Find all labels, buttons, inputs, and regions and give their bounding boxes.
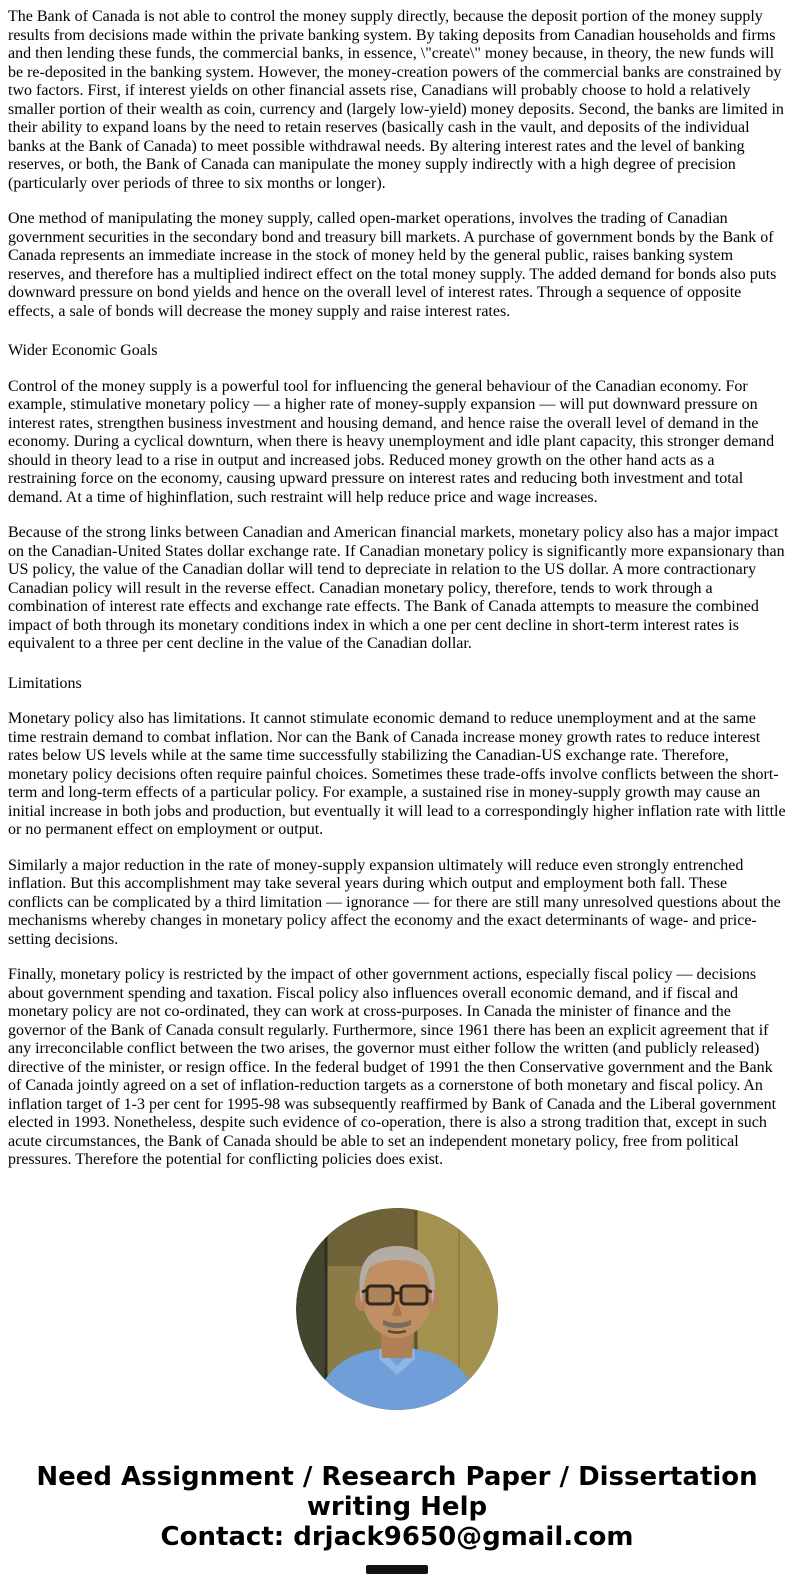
section-heading-limitations: Limitations	[8, 674, 82, 692]
tutor-photo-frame	[296, 1208, 498, 1410]
promo-heading: Need Assignment / Research Paper / Dissertation writing Help	[36, 1461, 758, 1522]
promo-contact-email: Contact: drjack9650@gmail.com	[160, 1521, 634, 1552]
paragraph-money-supply-control: The Bank of Canada is not able to control the money supply directly, because the deposit portion of the money supply results from decisions made within the private banking system. By taking deposits from Canadian households and firms and then lending these funds, the commercial banks, in essence, \"create\" money because, in theory, the new funds will be re-deposited in the banking system. However, the money-creation powers of the commercial banks are constrained by two factors. First, if interest yields on other financial assets rise, Canadians will probably choose to hold a relatively smaller portion of their wealth as coin, currency and (largely low-yield) money deposits. Second, the banks are limited in their ability to expand loans by the need to retain reserves (basically cash in the vault, and deposits of the individual banks at the Bank of Canada) to meet possible withdrawal needs. By altering interest rates and the level of banking reserves, or both, the Bank of Canada can manipulate the money supply indirectly with a high degree of precision (particularly over periods of three to six months or longer).	[8, 8, 784, 192]
promo-block	[12, 1462, 782, 1552]
tutor-portrait-photo	[296, 1208, 498, 1410]
paragraph-exchange-rate: Because of the strong links between Canadian and American financial markets, monetary policy also has a major impact on the Canadian-United States dollar exchange rate. If Canadian monetary policy is significantly more expansionary than US policy, the value of the Canadian dollar will tend to depreciate in relation to the US dollar. A more contractionary Canadian policy will result in the reverse effect. Canadian monetary policy, therefore, tends to work through a combination of interest rate effects and exchange rate effects. The Bank of Canada attempts to measure the combined impact of both through its monetary conditions index in which a one per cent decline in short-term interest rates is equivalent to a three per cent decline in the value of the Canadian dollar.	[8, 524, 785, 652]
paragraph-money-supply-tool: Control of the money supply is a powerful tool for influencing the general behaviour of the Canadian economy. For example, stimulative monetary policy — a higher rate of money-supply expansion — will put downward pressure on interest rates, strengthen business investment and housing demand, and hence raise the overall level of demand in the economy. During a cyclical downturn, when there is heavy unemployment and idle plant capacity, this stronger demand should in theory lead to a rise in output and increased jobs. Reduced money growth on the other hand acts as a restraining force on the economy, causing upward pressure on interest rates and reducing both investment and total demand. At a time of highinflation, such restraint will help reduce price and wage increases.	[8, 377, 775, 506]
paragraph-fiscal-policy: Finally, monetary policy is restricted by the impact of other government actions, especially fiscal policy — decisions about government spending and taxation. Fiscal policy also influences overall economic demand, and if fiscal and monetary policy are not co-ordinated, they can work at cross-purposes. In Canada the minister of finance and the governor of the Bank of Canada consult regularly. Furthermore, since 1961 there has been an explicit agreement that if any irreconcilable conflict between the two arises, the governor must either follow the written (and publicly released) directive of the minister, or resign office. In the federal budget of 1991 the then Conservative government and the Bank of Canada jointly agreed on a set of inflation-reduction targets as a cornerstone of both monetary and fiscal policy. An inflation target of 1-3 per cent for 1995-98 was subsequently reaffirmed by Bank of Canada and the Liberal government elected in 1993. Nonetheless, despite such evidence of co-operation, there is also a strong tradition that, except in such acute circumstances, the Bank of Canada should be able to set an independent monetary policy, free from political pressures. Therefore the potential for conflicting policies does exist.	[8, 966, 777, 1168]
paragraph-policy-limitations: Monetary policy also has limitations. It cannot stimulate economic demand to reduce unemployment and at the same time restrain demand to combat inflation. Nor can the Bank of Canada increase money growth rates to reduce interest rates below US levels while at the same time successfully stabilizing the Canadian-US exchange rate. Therefore, monetary policy decisions often require painful choices. Sometimes these trade-offs involve conflicts between the short-term and long-term effects of a particular policy. For example, a sustained rise in money-supply growth may cause an initial increase in both jobs and production, but eventually it will lead to a correspondingly higher inflation rate with little or no permanent effect on employment or output.	[8, 710, 786, 838]
paragraph-inflation-reduction: Similarly a major reduction in the rate of money-supply expansion ultimately will reduce even strongly entrenched inflation. But this accomplishment may take several years during which output and employment both fall. These conflicts can be complicated by a third limitation — ignorance — for there are still many unresolved questions about the mechanisms whereby changes in monetary policy affect the economy and the exact determinants of wage- and price-setting decisions.	[8, 856, 781, 948]
bottom-bar	[366, 1565, 428, 1574]
paragraph-open-market-operations: One method of manipulating the money supply, called open-market operations, involves the trading of Canadian government securities in the secondary bond and treasury bill markets. A purchase of government bonds by the Bank of Canada represents an immediate increase in the stock of money held by the general public, raises banking system reserves, and therefore has a multiplied indirect effect on the total money supply. The added demand for bonds also puts downward pressure on bond yields and hence on the overall level of interest rates. Through a sequence of opposite effects, a sale of bonds will decrease the money supply and raise interest rates.	[8, 210, 777, 320]
section-heading-wider-economic-goals: Wider Economic Goals	[8, 342, 158, 359]
